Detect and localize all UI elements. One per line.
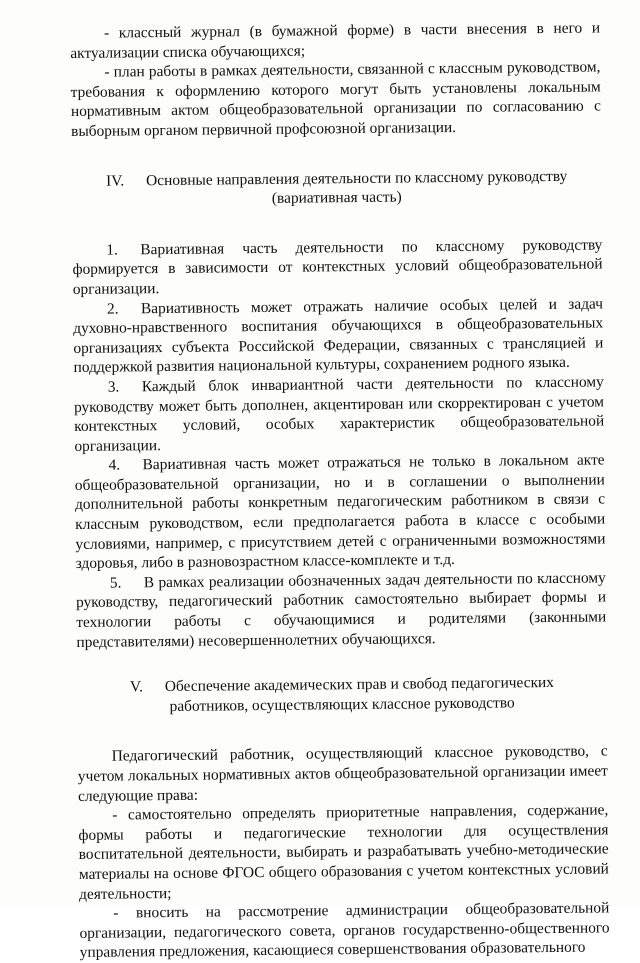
item-text: В рамках реализации обозначенных задач деятельности по классному руководству, педагогический работник самостоятельно выбирает формы и технологии работы с обучающимися и родителями (законными представителями) несовершеннолетних обучающихся. (75, 569, 607, 651)
item-number: 5. (109, 574, 122, 592)
item-text: Вариативность может отражать наличие особых целей и задач духовно-нравственного воспитания обучающихся в общеобразовательных организациях субъекта Российской Федерации, связанных с трансляцией и поддержкой развития национальной культуры, сохранением родного языка. (73, 294, 604, 377)
section-4-item (72, 235, 603, 299)
section-5-list-item: - вносить на рассмотрение администрации общеобразовательной организации, педагогического совета, органов государственно-общественного управления предложения, касающиеся совершенствования образовательного (79, 899, 610, 962)
section-4-heading (72, 166, 602, 211)
section-4-item (76, 568, 607, 652)
item-number: 1. (106, 241, 119, 259)
item-number: 3. (107, 378, 120, 396)
section-4-title: Основные направления деятельности по классному руководству (146, 167, 568, 189)
section-5-list-item: - самостоятельно определять приоритетные направления, содержание, формы работы и педагогические технологии для осуществления воспитательной деятельности, выбирать и разрабатывать учебно-методические материалы на основе ФГОС общего образования с учетом контекстных условий деятельности; (78, 801, 609, 903)
intro-list-item: - классный журнал (в бумажной форме) в части внесения в него и актуализации списка обучающихся; (70, 19, 601, 62)
section-5-title: Обеспечение академических прав и свобод педагогических (164, 674, 555, 696)
section-4-item (73, 294, 604, 378)
section-5-heading (77, 673, 607, 718)
item-number: 2. (106, 300, 119, 318)
item-text: Вариативная часть может отражаться не только в локальном акте общеобразовательной организации, но и в соглашении о выполнении дополнительной работы конкретным педагогическим работником в связи с классным руководством, если предполагается работа в классе с особыми условиями, например, с присутствием детей с ограниченными возможностями здоровья, либо в разновозрастном классе-комплекте и т.д. (74, 451, 606, 573)
document-body (70, 18, 610, 962)
section-4-number: IV. (105, 172, 125, 190)
section-4-item (75, 451, 606, 574)
item-text: Каждый блок инвариантной части деятельности по классному руководству может быть дополнен, акцентирован или скорректирован с учетом контекстных условий, особых характеристик общеобразовательной организации. (73, 373, 605, 455)
section-5-intro: Педагогический работник, осуществляющий классное руководство, с учетом локальных нормативных актов общеобразовательной организации имеет следующие права: (77, 742, 608, 805)
item-number: 4. (108, 456, 121, 474)
section-5-subtitle: работников, осуществляющих классное руководство (169, 694, 515, 715)
section-4-item (74, 372, 605, 456)
intro-list-item: - план работы в рамках деятельности, связанной с классным руководством, требования к оформлению которого могут быть установлены локальным нормативным актом общеобразовательной организации по согласованию с выборным органом первичной профсоюзной организации. (70, 58, 601, 140)
item-text: Вариативная часть деятельности по классному руководству формируется в зависимости от контекстных условий общеобразовательной организации. (72, 236, 603, 298)
section-5-number: V. (129, 678, 143, 696)
section-4-subtitle: (вариативная часть) (271, 188, 402, 208)
